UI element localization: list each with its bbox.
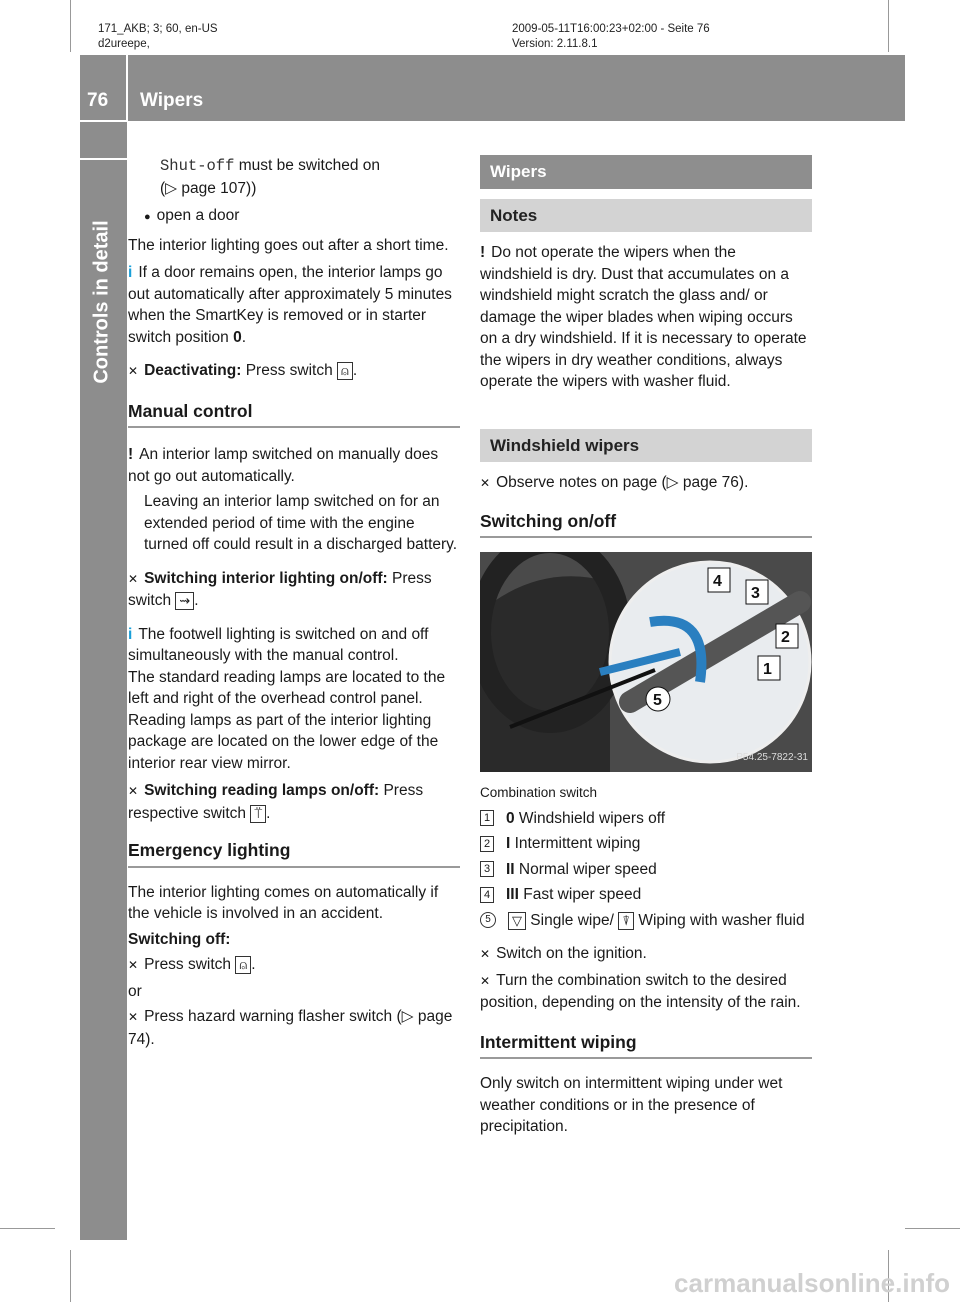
info-text: The footwell lighting is switched on and off simultaneously with the manual control.	[128, 625, 429, 664]
header-divider	[126, 55, 128, 121]
arrow-icon: ✕	[480, 947, 491, 961]
legend-position: III	[506, 886, 519, 903]
legend-item	[480, 884, 812, 906]
svg-text:1: 1	[763, 661, 772, 678]
item-number-marker: 4	[480, 887, 494, 903]
legend-text: Windshield wipers off	[514, 809, 666, 827]
legend-text: Single wipe/	[526, 911, 619, 929]
crop-mark	[70, 1250, 71, 1302]
side-tab-label: Controls in detail	[90, 220, 113, 384]
watermark: carmanualsonline.info	[674, 1268, 950, 1298]
page-number: 76	[87, 90, 109, 111]
legend-text: Fast wiper speed	[518, 886, 642, 903]
legend-item	[480, 808, 812, 830]
figure-caption: Combination switch	[480, 785, 598, 800]
arrow-icon: ✕	[128, 784, 139, 798]
subheading-intermittent-wiping: Intermittent wiping	[480, 1032, 812, 1060]
washer-wipe-icon: ⍒	[618, 912, 634, 930]
bar-windshield-wipers: Windshield wipers	[480, 429, 812, 463]
crop-mark	[888, 0, 889, 52]
arrow-icon: ✕	[128, 1010, 139, 1024]
legend-position: II	[506, 860, 515, 878]
svg-text:2: 2	[781, 629, 790, 646]
warning-text: Do not operate the wipers when the windshield is dry. Dust that accumulates on a windshield might scratch the glass and/ or damage the wiper blades when wiping occurs on a dry windshield. If it is necessary to operate the wipers in dry weather conditions, always operate the wipers with washer fluid.	[480, 244, 807, 390]
warning-text: An interior lamp switched on manually does not go out automatically.	[128, 446, 439, 485]
legend-text: Wiping with washer fluid	[634, 911, 805, 929]
svg-text:5: 5	[653, 692, 662, 709]
reading-lamp-switch-icon: ⍡	[250, 805, 266, 823]
bullet-icon: ●	[144, 211, 151, 223]
step-text: Press respective switch	[128, 782, 424, 822]
svg-text:3: 3	[751, 585, 760, 602]
paragraph: The interior lighting goes out after a short time.	[128, 236, 449, 254]
side-tab-title	[80, 172, 127, 432]
print-meta-right	[512, 22, 710, 52]
step-text: Observe notes on page (▷ page 76).	[496, 474, 749, 491]
info-icon: i	[128, 264, 133, 281]
warning-text: Leaving an interior lamp switched on for an extended period of time with the engine turned off could result in a discharged battery.	[144, 493, 458, 553]
step-label: Switching interior lighting on/off:	[144, 569, 388, 587]
photo-illustration	[480, 552, 812, 772]
subheading-emergency-lighting: Emergency lighting	[128, 840, 460, 868]
meta-line: 171_AKB; 3; 60, en-US	[98, 23, 218, 35]
section-title: Wipers	[140, 90, 204, 111]
lamp-on-switch-icon: ⇝	[175, 592, 194, 610]
warning-icon: !	[480, 244, 486, 261]
right-column	[480, 155, 812, 1138]
crop-mark	[0, 1228, 55, 1229]
legend-position: 0	[506, 809, 515, 827]
legend-text: Intermittent wiping	[510, 835, 641, 852]
arrow-icon: ✕	[480, 476, 491, 490]
print-meta-left	[98, 22, 218, 52]
step-text: Press switch	[241, 362, 338, 379]
step-text: Switch on the ignition.	[496, 945, 647, 962]
arrow-icon: ✕	[480, 973, 491, 988]
paragraph: Only switch on intermittent wiping under wet weather conditions or in the presence of precipitation.	[480, 1075, 783, 1135]
step-text: Press switch	[144, 956, 236, 973]
svg-text:4: 4	[713, 573, 722, 590]
warning-icon: !	[128, 446, 134, 463]
meta-line: d2ureepe,	[98, 38, 150, 50]
or-text: or	[128, 982, 142, 1000]
arrow-icon: ✕	[128, 958, 139, 972]
combination-switch-photo	[480, 552, 812, 772]
paragraph: The interior lighting comes on automatically if the vehicle is involved in an accident.	[128, 883, 439, 922]
label: Switching off:	[128, 930, 231, 948]
arrow-icon: ✕	[128, 571, 139, 586]
info-icon: i	[128, 625, 133, 643]
mono-term: Shut-off	[160, 157, 235, 175]
bold-value: 0	[233, 328, 242, 346]
legend-list	[480, 808, 812, 906]
step-label: Switching reading lamps on/off:	[144, 782, 380, 799]
page-ref: (▷ page 107))	[160, 179, 257, 197]
step-text: Press switch	[128, 569, 432, 609]
legend-text: Normal wiper speed	[514, 860, 657, 878]
subheading-switching: Switching on/off	[480, 511, 812, 539]
item-number-marker: 3	[480, 861, 494, 877]
step-text: Press hazard warning flasher switch (▷ page 74).	[128, 1008, 453, 1048]
crop-mark	[905, 1228, 960, 1229]
meta-line: 2009-05-11T16:00:23+02:00 - Seite 76	[512, 23, 710, 35]
paragraph: The standard reading lamps are located to the left and right of the overhead control panel. Reading lamps as part of the interior lighting package are located on the lower edge of the interior rear view mirror.	[128, 668, 446, 772]
item-number-marker: 1	[480, 810, 494, 826]
item-number-marker: 2	[480, 836, 494, 852]
left-column: Shut-off must be switched on (▷ page 107)) ● open a door The interior lighting goes out after a short time. i If a door remains open, the interior lamps go out automatically after approximately 5 minutes when the SmartKey is removed or in starter switch position 0. ✕ Deactivating: Press switch ⍝ . Manual control ! An interior lamp switched on manually does not go out automatically. Leaving an interior lamp switched on for an extended period of time with the engine turned off could result in a discharged battery. ✕ Switching interior lighting on/off: Press switch ⇝ . i The footwell lighting is switched on and off simultaneously with the manual control. The standard reading lamps are located to the left and right of the overhead control panel. Reading lamps as part of the interior lighting package are located on the lower edge of the interior rear view mirror. ✕ Switching reading lamps on/off: Press respective switch ⍡ . Emergency lighting The interior lighting comes on automatically if the vehicle is involved in an accident. Switching off: ✕ Press switch ⍝ . or ✕ Press hazard warning flasher switch (▷ page 74).	[128, 155, 460, 1050]
bar-wipers: Wipers	[480, 155, 812, 189]
info-text: If a door remains open, the interior lamps go out automatically after approximately 5 minutes when the SmartKey is removed or in starter switch position	[128, 264, 452, 346]
step-text: Turn the combination switch to the desired position, depending on the intensity of the rain.	[480, 971, 801, 1011]
item-5-marker: 5	[480, 912, 496, 928]
bullet-text: open a door	[156, 207, 240, 224]
lamp-switch-icon: ⍝	[235, 956, 251, 974]
arrow-icon: ✕	[128, 364, 139, 378]
legend-item	[480, 859, 812, 881]
header-band	[80, 55, 905, 121]
photo-code: P54.25-7822-31	[736, 751, 808, 763]
lamp-switch-icon: ⍝	[337, 362, 353, 380]
single-wipe-icon: ▽	[508, 912, 526, 930]
legend-item	[480, 833, 812, 855]
side-tab-top	[80, 122, 127, 158]
crop-mark	[70, 0, 71, 52]
subheading-manual-control: Manual control	[128, 401, 460, 429]
text: must be switched on	[234, 157, 381, 174]
bar-notes: Notes	[480, 199, 812, 233]
step-label: Deactivating:	[144, 362, 242, 379]
legend-position: I	[506, 835, 511, 852]
meta-line: Version: 2.11.8.1	[512, 38, 598, 50]
